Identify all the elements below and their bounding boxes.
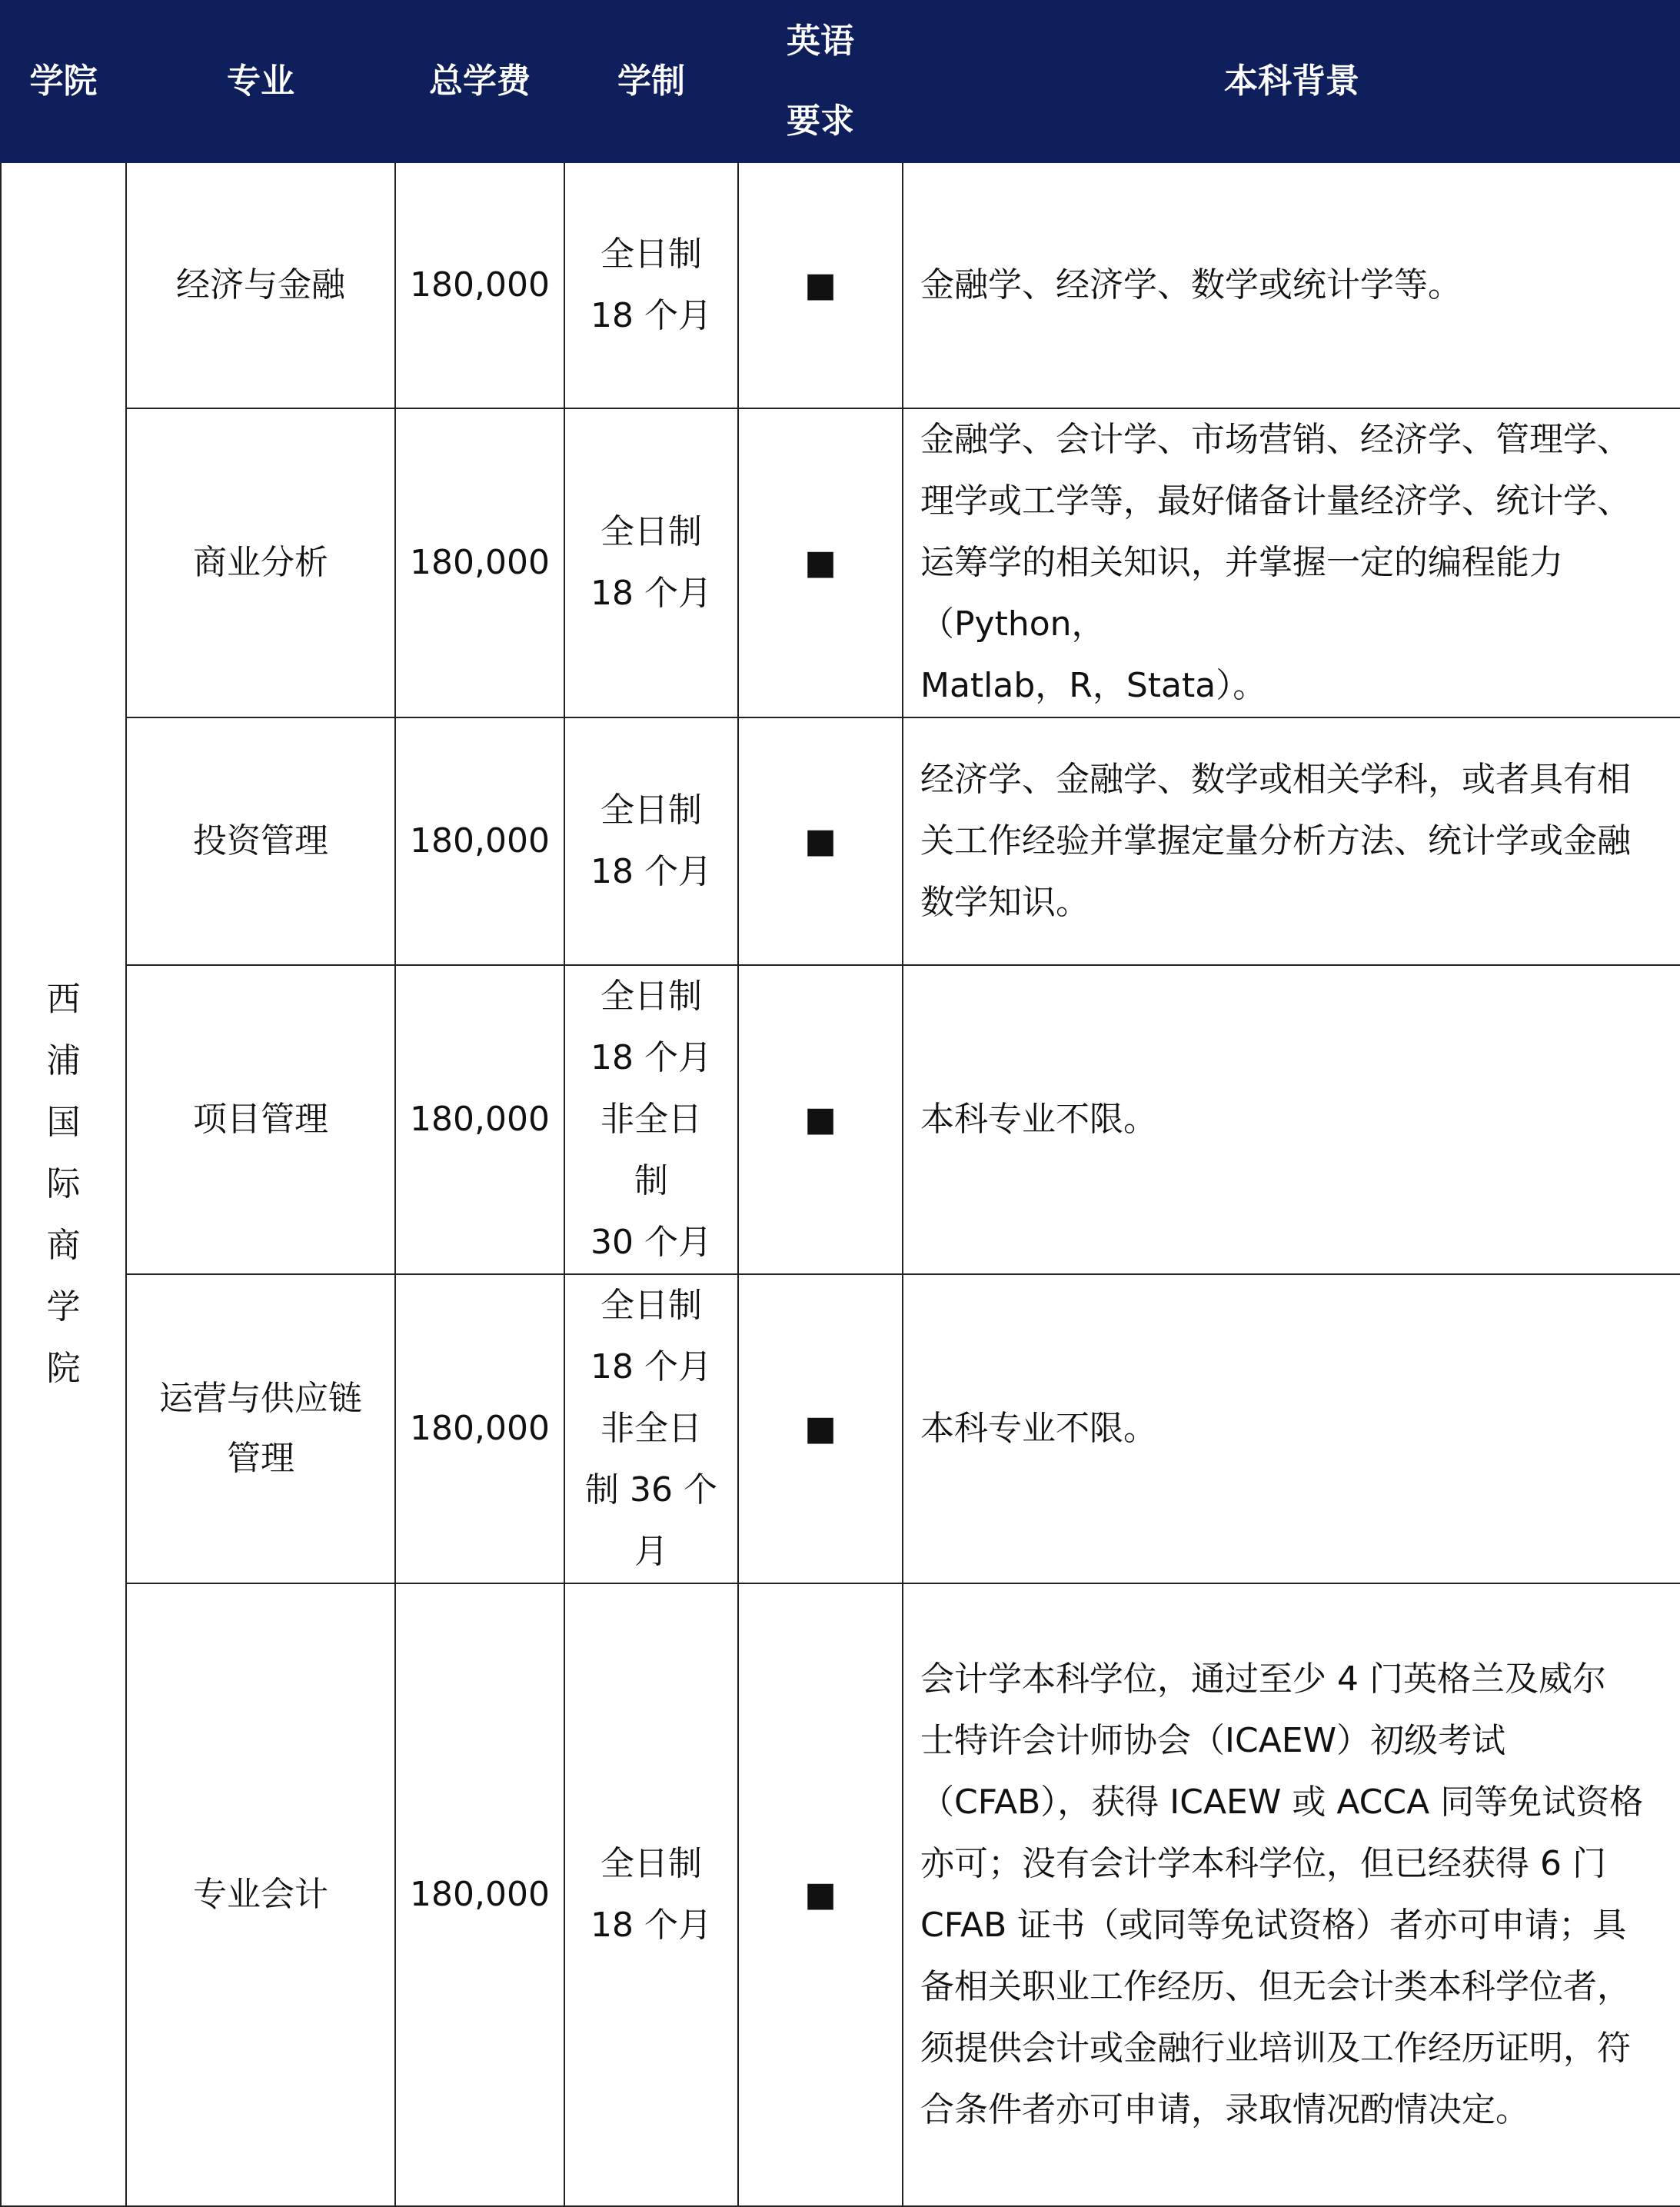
background-cell: 会计学本科学位，通过至少 4 门英格兰及威尔 士特许会计师协会（ICAEW）初级考试 （CFAB），获得 ICAEW 或 ACCA 同等免试资格 亦可；没有会计学本科学位，但已经获得 6 门 CFAB 证书（或同等免试资格）者亦可申请；具 备相关职业工作经历、但无会计类本科学位者， 须提供会计或金融行业培训及工作经历证明，符 合条件者亦可申请，录取情况酌情决定。 bbox=[903, 1583, 1680, 2206]
major-cell: 运营与供应链 管理 bbox=[126, 1274, 395, 1583]
format-cell: 全日制 18 个月 非全日 制 36 个 月 bbox=[564, 1274, 738, 1583]
header-tuition: 总学费 bbox=[395, 1, 564, 162]
background-cell: 本科专业不限。 bbox=[903, 965, 1680, 1274]
header-format: 学制 bbox=[564, 1, 738, 162]
background-cell: 金融学、经济学、数学或统计学等。 bbox=[903, 162, 1680, 408]
english-cell: ■ bbox=[738, 408, 903, 717]
tuition-cell: 180,000 bbox=[395, 717, 564, 965]
school-name: 西浦国际商学院 bbox=[46, 980, 81, 1388]
background-cell: 经济学、金融学、数学或相关学科，或者具有相 关工作经验并掌握定量分析方法、统计学或金融 数学知识。 bbox=[903, 717, 1680, 965]
english-cell: ■ bbox=[738, 717, 903, 965]
header-row bbox=[1, 1, 1680, 162]
header-school: 学院 bbox=[1, 1, 126, 162]
english-cell: ■ bbox=[738, 1274, 903, 1583]
format-cell: 全日制 18 个月 bbox=[564, 1583, 738, 2206]
tuition-cell: 180,000 bbox=[395, 1274, 564, 1583]
major-cell: 专业会计 bbox=[126, 1583, 395, 2206]
table-row bbox=[1, 965, 1680, 1274]
table-row bbox=[1, 162, 1680, 408]
format-cell: 全日制 18 个月 bbox=[564, 408, 738, 717]
format-cell: 全日制 18 个月 bbox=[564, 717, 738, 965]
header-major: 专业 bbox=[126, 1, 395, 162]
english-cell: ■ bbox=[738, 162, 903, 408]
table-row bbox=[1, 408, 1680, 717]
header-english: 英语要求 bbox=[738, 1, 903, 162]
tuition-cell: 180,000 bbox=[395, 965, 564, 1274]
background-cell: 金融学、会计学、市场营销、经济学、管理学、 理学或工学等，最好储备计量经济学、统计学、 运筹学的相关知识，并掌握一定的编程能力 （Python， Matlab，R，Stata）。 bbox=[903, 408, 1680, 717]
table-row bbox=[1, 717, 1680, 965]
tuition-cell: 180,000 bbox=[395, 1583, 564, 2206]
format-cell: 全日制 18 个月 bbox=[564, 162, 738, 408]
tuition-cell: 180,000 bbox=[395, 162, 564, 408]
school-cell bbox=[1, 162, 126, 2206]
table-row bbox=[1, 1274, 1680, 1583]
header-background: 本科背景 bbox=[903, 1, 1680, 162]
format-cell: 全日制 18 个月 非全日 制 30 个月 bbox=[564, 965, 738, 1274]
english-cell: ■ bbox=[738, 965, 903, 1274]
major-cell: 投资管理 bbox=[126, 717, 395, 965]
table-row bbox=[1, 1583, 1680, 2206]
major-cell: 经济与金融 bbox=[126, 162, 395, 408]
major-cell: 项目管理 bbox=[126, 965, 395, 1274]
tuition-cell: 180,000 bbox=[395, 408, 564, 717]
english-cell: ■ bbox=[738, 1583, 903, 2206]
background-cell: 本科专业不限。 bbox=[903, 1274, 1680, 1583]
major-cell: 商业分析 bbox=[126, 408, 395, 717]
